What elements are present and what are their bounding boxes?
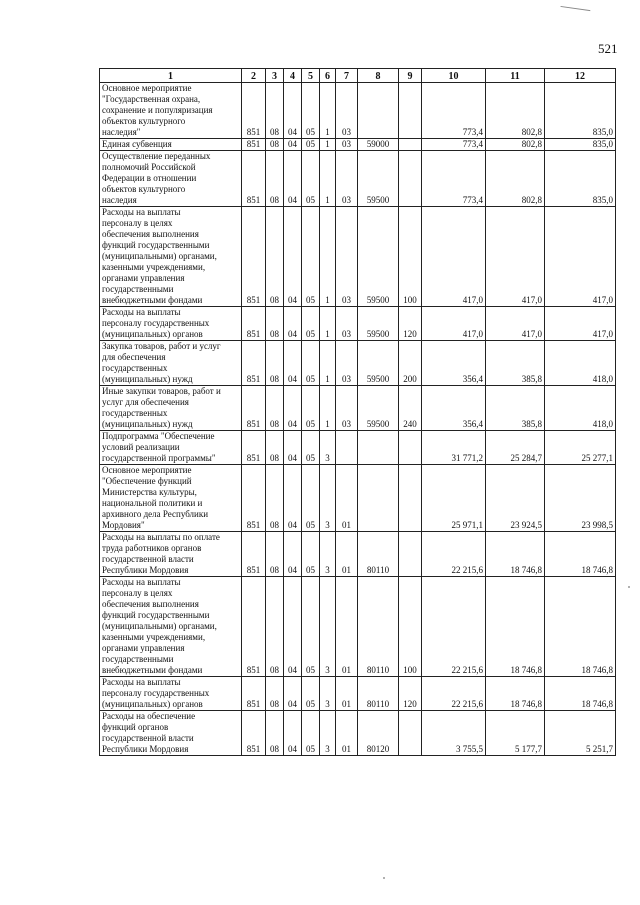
- column-header: 5: [302, 69, 320, 83]
- code-cell: 05: [302, 386, 320, 431]
- code-cell: 01: [336, 711, 358, 756]
- amount-cell: 417,0: [422, 207, 486, 307]
- row-name-cell: Закупка товаров, работ и услуг для обеспечения государственных (муниципальных) нужд: [100, 341, 242, 386]
- code-cell: 01: [336, 677, 358, 711]
- amount-cell: 417,0: [486, 207, 545, 307]
- code-cell: 80110: [358, 677, 399, 711]
- code-cell: 04: [284, 139, 302, 151]
- code-cell: 851: [242, 307, 266, 341]
- code-cell: [399, 431, 422, 465]
- code-cell: 05: [302, 532, 320, 577]
- code-cell: 851: [242, 341, 266, 386]
- code-cell: 04: [284, 465, 302, 532]
- code-cell: 851: [242, 532, 266, 577]
- amount-cell: 802,8: [486, 139, 545, 151]
- code-cell: 1: [320, 207, 336, 307]
- column-header: 4: [284, 69, 302, 83]
- table-row: [100, 711, 616, 756]
- code-cell: 05: [302, 139, 320, 151]
- column-header: 1: [100, 69, 242, 83]
- code-cell: 100: [399, 207, 422, 307]
- code-cell: 04: [284, 431, 302, 465]
- code-cell: 80110: [358, 577, 399, 677]
- amount-cell: 25 277,1: [545, 431, 616, 465]
- code-cell: 03: [336, 139, 358, 151]
- amount-cell: 417,0: [422, 307, 486, 341]
- code-cell: 05: [302, 307, 320, 341]
- code-cell: 08: [266, 83, 284, 139]
- row-name-cell: Расходы на выплаты персоналу в целях обеспечения выполнения функций государственными (муниципальными) органами, казенными учреждениями, органами управления государственными внебюджетными фондами: [100, 577, 242, 677]
- code-cell: [336, 431, 358, 465]
- amount-cell: 356,4: [422, 386, 486, 431]
- code-cell: 851: [242, 386, 266, 431]
- code-cell: [399, 151, 422, 207]
- amount-cell: 773,4: [422, 83, 486, 139]
- code-cell: 120: [399, 307, 422, 341]
- code-cell: 08: [266, 307, 284, 341]
- header-row: [100, 69, 616, 83]
- code-cell: 1: [320, 341, 336, 386]
- table-row: [100, 341, 616, 386]
- code-cell: 04: [284, 83, 302, 139]
- code-cell: 01: [336, 465, 358, 532]
- row-name-cell: Расходы на выплаты по оплате труда работников органов государственной власти Республики Мордовия: [100, 532, 242, 577]
- column-header: 12: [545, 69, 616, 83]
- scan-speck: [383, 877, 385, 879]
- column-header: 7: [336, 69, 358, 83]
- code-cell: 100: [399, 577, 422, 677]
- code-cell: 1: [320, 83, 336, 139]
- code-cell: 59500: [358, 386, 399, 431]
- code-cell: 3: [320, 677, 336, 711]
- table-body: [100, 83, 616, 756]
- code-cell: [358, 83, 399, 139]
- code-cell: 1: [320, 139, 336, 151]
- column-header: 3: [266, 69, 284, 83]
- code-cell: 01: [336, 577, 358, 677]
- code-cell: 04: [284, 207, 302, 307]
- code-cell: 3: [320, 431, 336, 465]
- table-row: [100, 431, 616, 465]
- column-header: 8: [358, 69, 399, 83]
- code-cell: 59500: [358, 207, 399, 307]
- amount-cell: 773,4: [422, 151, 486, 207]
- table-row: [100, 139, 616, 151]
- code-cell: 04: [284, 307, 302, 341]
- code-cell: 03: [336, 151, 358, 207]
- code-cell: 851: [242, 431, 266, 465]
- code-cell: 851: [242, 83, 266, 139]
- code-cell: 59500: [358, 151, 399, 207]
- code-cell: 08: [266, 465, 284, 532]
- code-cell: 851: [242, 711, 266, 756]
- scan-mark: [560, 6, 591, 17]
- row-name-cell: Расходы на выплаты персоналу в целях обеспечения выполнения функций государственными (муниципальными) органами, казенными учреждениями, органами управления государственными внебюджетными фондами: [100, 207, 242, 307]
- amount-cell: 23 998,5: [545, 465, 616, 532]
- amount-cell: 23 924,5: [486, 465, 545, 532]
- amount-cell: 3 755,5: [422, 711, 486, 756]
- code-cell: 05: [302, 341, 320, 386]
- code-cell: 851: [242, 577, 266, 677]
- row-name-cell: Основное мероприятие "Обеспечение функций Министерства культуры, национальной политики и архивного дела Республики Мордовия": [100, 465, 242, 532]
- column-header: 10: [422, 69, 486, 83]
- code-cell: [399, 532, 422, 577]
- table-row: [100, 465, 616, 532]
- code-cell: 240: [399, 386, 422, 431]
- amount-cell: 417,0: [486, 307, 545, 341]
- amount-cell: 5 177,7: [486, 711, 545, 756]
- amount-cell: 18 746,8: [486, 532, 545, 577]
- code-cell: 05: [302, 711, 320, 756]
- page-number: 521: [598, 41, 618, 56]
- code-cell: 120: [399, 677, 422, 711]
- amount-cell: 25 971,1: [422, 465, 486, 532]
- amount-cell: 31 771,2: [422, 431, 486, 465]
- code-cell: 08: [266, 711, 284, 756]
- code-cell: 851: [242, 207, 266, 307]
- amount-cell: 18 746,8: [486, 577, 545, 677]
- code-cell: 08: [266, 431, 284, 465]
- code-cell: 08: [266, 151, 284, 207]
- code-cell: 851: [242, 139, 266, 151]
- code-cell: 04: [284, 151, 302, 207]
- code-cell: 05: [302, 83, 320, 139]
- code-cell: 04: [284, 677, 302, 711]
- code-cell: 3: [320, 577, 336, 677]
- column-header: 2: [242, 69, 266, 83]
- amount-cell: 835,0: [545, 151, 616, 207]
- amount-cell: 835,0: [545, 139, 616, 151]
- code-cell: 04: [284, 386, 302, 431]
- code-cell: 08: [266, 386, 284, 431]
- code-cell: 851: [242, 151, 266, 207]
- table-row: [100, 307, 616, 341]
- code-cell: 05: [302, 151, 320, 207]
- code-cell: 05: [302, 431, 320, 465]
- code-cell: 08: [266, 207, 284, 307]
- budget-table: [99, 68, 616, 756]
- amount-cell: 18 746,8: [545, 532, 616, 577]
- column-header: 11: [486, 69, 545, 83]
- table-row: [100, 386, 616, 431]
- code-cell: 08: [266, 139, 284, 151]
- table-row: [100, 83, 616, 139]
- amount-cell: 417,0: [545, 307, 616, 341]
- amount-cell: 385,8: [486, 386, 545, 431]
- code-cell: 1: [320, 307, 336, 341]
- scan-speck: [628, 586, 630, 588]
- code-cell: 05: [302, 465, 320, 532]
- code-cell: 04: [284, 341, 302, 386]
- table-row: [100, 577, 616, 677]
- code-cell: 05: [302, 677, 320, 711]
- code-cell: 200: [399, 341, 422, 386]
- amount-cell: 835,0: [545, 83, 616, 139]
- code-cell: [358, 465, 399, 532]
- row-name-cell: Осуществление переданных полномочий Российской Федерации в отношении объектов культурного наследия: [100, 151, 242, 207]
- code-cell: 05: [302, 577, 320, 677]
- column-header: 6: [320, 69, 336, 83]
- code-cell: 851: [242, 677, 266, 711]
- code-cell: 04: [284, 711, 302, 756]
- code-cell: 03: [336, 307, 358, 341]
- amount-cell: 18 746,8: [545, 577, 616, 677]
- column-header: 9: [399, 69, 422, 83]
- code-cell: 59500: [358, 341, 399, 386]
- row-name-cell: Расходы на выплаты персоналу государственных (муниципальных) органов: [100, 677, 242, 711]
- code-cell: 851: [242, 465, 266, 532]
- code-cell: 1: [320, 386, 336, 431]
- amount-cell: 18 746,8: [486, 677, 545, 711]
- code-cell: 80110: [358, 532, 399, 577]
- amount-cell: 385,8: [486, 341, 545, 386]
- amount-cell: 417,0: [545, 207, 616, 307]
- amount-cell: 802,8: [486, 83, 545, 139]
- row-name-cell: Расходы на обеспечение функций органов государственной власти Республики Мордовия: [100, 711, 242, 756]
- row-name-cell: Расходы на выплаты персоналу государственных (муниципальных) органов: [100, 307, 242, 341]
- row-name-cell: Подпрограмма "Обеспечение условий реализации государственной программы": [100, 431, 242, 465]
- code-cell: 3: [320, 532, 336, 577]
- amount-cell: 356,4: [422, 341, 486, 386]
- code-cell: 3: [320, 711, 336, 756]
- code-cell: [399, 83, 422, 139]
- code-cell: 08: [266, 532, 284, 577]
- code-cell: [399, 139, 422, 151]
- code-cell: 59500: [358, 307, 399, 341]
- code-cell: 04: [284, 577, 302, 677]
- table-row: [100, 532, 616, 577]
- code-cell: 08: [266, 577, 284, 677]
- amount-cell: 22 215,6: [422, 577, 486, 677]
- row-name-cell: Единая субвенция: [100, 139, 242, 151]
- code-cell: 03: [336, 207, 358, 307]
- code-cell: 05: [302, 207, 320, 307]
- code-cell: [399, 465, 422, 532]
- code-cell: 03: [336, 386, 358, 431]
- table-row: [100, 151, 616, 207]
- code-cell: 03: [336, 341, 358, 386]
- table-row: [100, 677, 616, 711]
- amount-cell: 5 251,7: [545, 711, 616, 756]
- code-cell: 08: [266, 341, 284, 386]
- amount-cell: 22 215,6: [422, 677, 486, 711]
- code-cell: 08: [266, 677, 284, 711]
- code-cell: 59000: [358, 139, 399, 151]
- table-row: [100, 207, 616, 307]
- code-cell: [358, 431, 399, 465]
- code-cell: 04: [284, 532, 302, 577]
- amount-cell: 22 215,6: [422, 532, 486, 577]
- amount-cell: 25 284,7: [486, 431, 545, 465]
- code-cell: 80120: [358, 711, 399, 756]
- code-cell: 3: [320, 465, 336, 532]
- code-cell: [399, 711, 422, 756]
- amount-cell: 18 746,8: [545, 677, 616, 711]
- code-cell: 03: [336, 83, 358, 139]
- amount-cell: 802,8: [486, 151, 545, 207]
- amount-cell: 418,0: [545, 386, 616, 431]
- amount-cell: 773,4: [422, 139, 486, 151]
- amount-cell: 418,0: [545, 341, 616, 386]
- row-name-cell: Иные закупки товаров, работ и услуг для обеспечения государственных (муниципальных) нужд: [100, 386, 242, 431]
- code-cell: 1: [320, 151, 336, 207]
- code-cell: 01: [336, 532, 358, 577]
- row-name-cell: Основное мероприятие "Государственная охрана, сохранение и популяризация объектов культурного наследия": [100, 83, 242, 139]
